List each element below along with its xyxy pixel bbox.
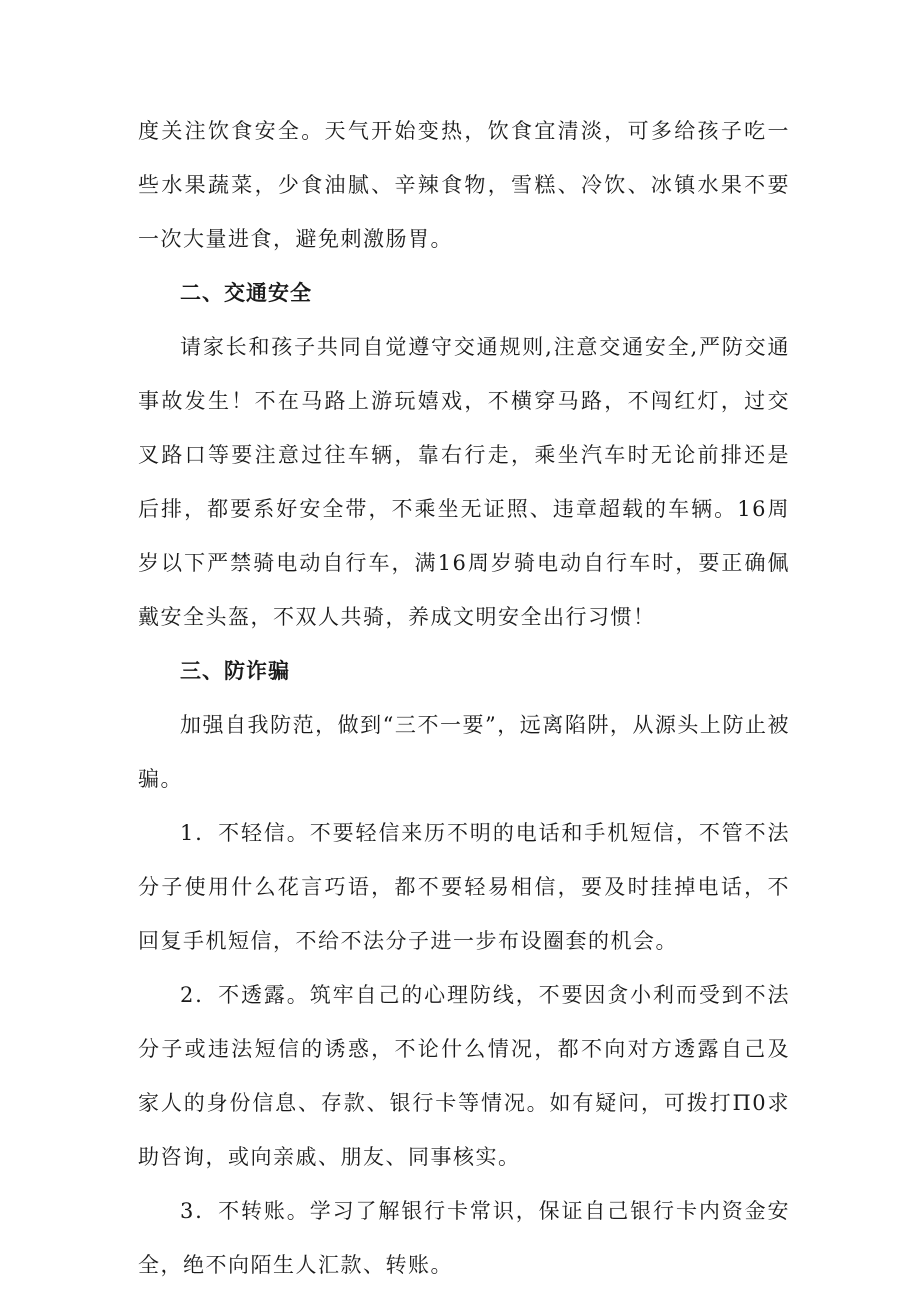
heading-traffic-safety: 二、交通安全 bbox=[180, 281, 312, 305]
document-body bbox=[138, 104, 790, 1292]
list-item-dont-transfer: 3．不转账。学习了解银行卡常识，保证自己银行卡内资金安全，绝不向陌生人汇款、转账。 bbox=[138, 1199, 790, 1277]
paragraph-food-safety: 度关注饮食安全。天气开始变热，饮食宜清淡，可多给孩子吃一些水果蔬菜，少食油腻、辛辣食物，雪糕、冷饮、冰镇水果不要一次大量进食，避免刺激肠胃。 bbox=[138, 119, 790, 251]
list-item-dont-believe: 1．不轻信。不要轻信来历不明的电话和手机短信，不管不法分子使用什么花言巧语，都不要轻易相信，要及时挂掉电话，不回复手机短信，不给不法分子进一步布设圈套的机会。 bbox=[138, 821, 790, 953]
paragraph-anti-fraud-intro: 加强自我防范，做到“三不一要”，远离陷阱，从源头上防止被骗。 bbox=[138, 713, 790, 791]
heading-anti-fraud: 三、防诈骗 bbox=[180, 659, 290, 683]
list-item-dont-disclose: 2．不透露。筑牢自己的心理防线，不要因贪小利而受到不法分子或违法短信的诱惑，不论什么情况，都不向对方透露自己及家人的身份信息、存款、银行卡等情况。如有疑问，可拨打Π0求助咨询，或向亲戚、朋友、同事核实。 bbox=[138, 983, 790, 1169]
paragraph-traffic-safety: 请家长和孩子共同自觉遵守交通规则,注意交通安全,严防交通事故发生！不在马路上游玩嬉戏，不横穿马路，不闯红灯，过交叉路口等要注意过往车辆，靠右行走，乘坐汽车时无论前排还是后排，都要系好安全带，不乘坐无证照、违章超载的车辆。16周岁以下严禁骑电动自行车，满16周岁骑电动自行车时，要正确佩戴安全头盔，不双人共骑，养成文明安全出行习惯！ bbox=[138, 335, 790, 629]
